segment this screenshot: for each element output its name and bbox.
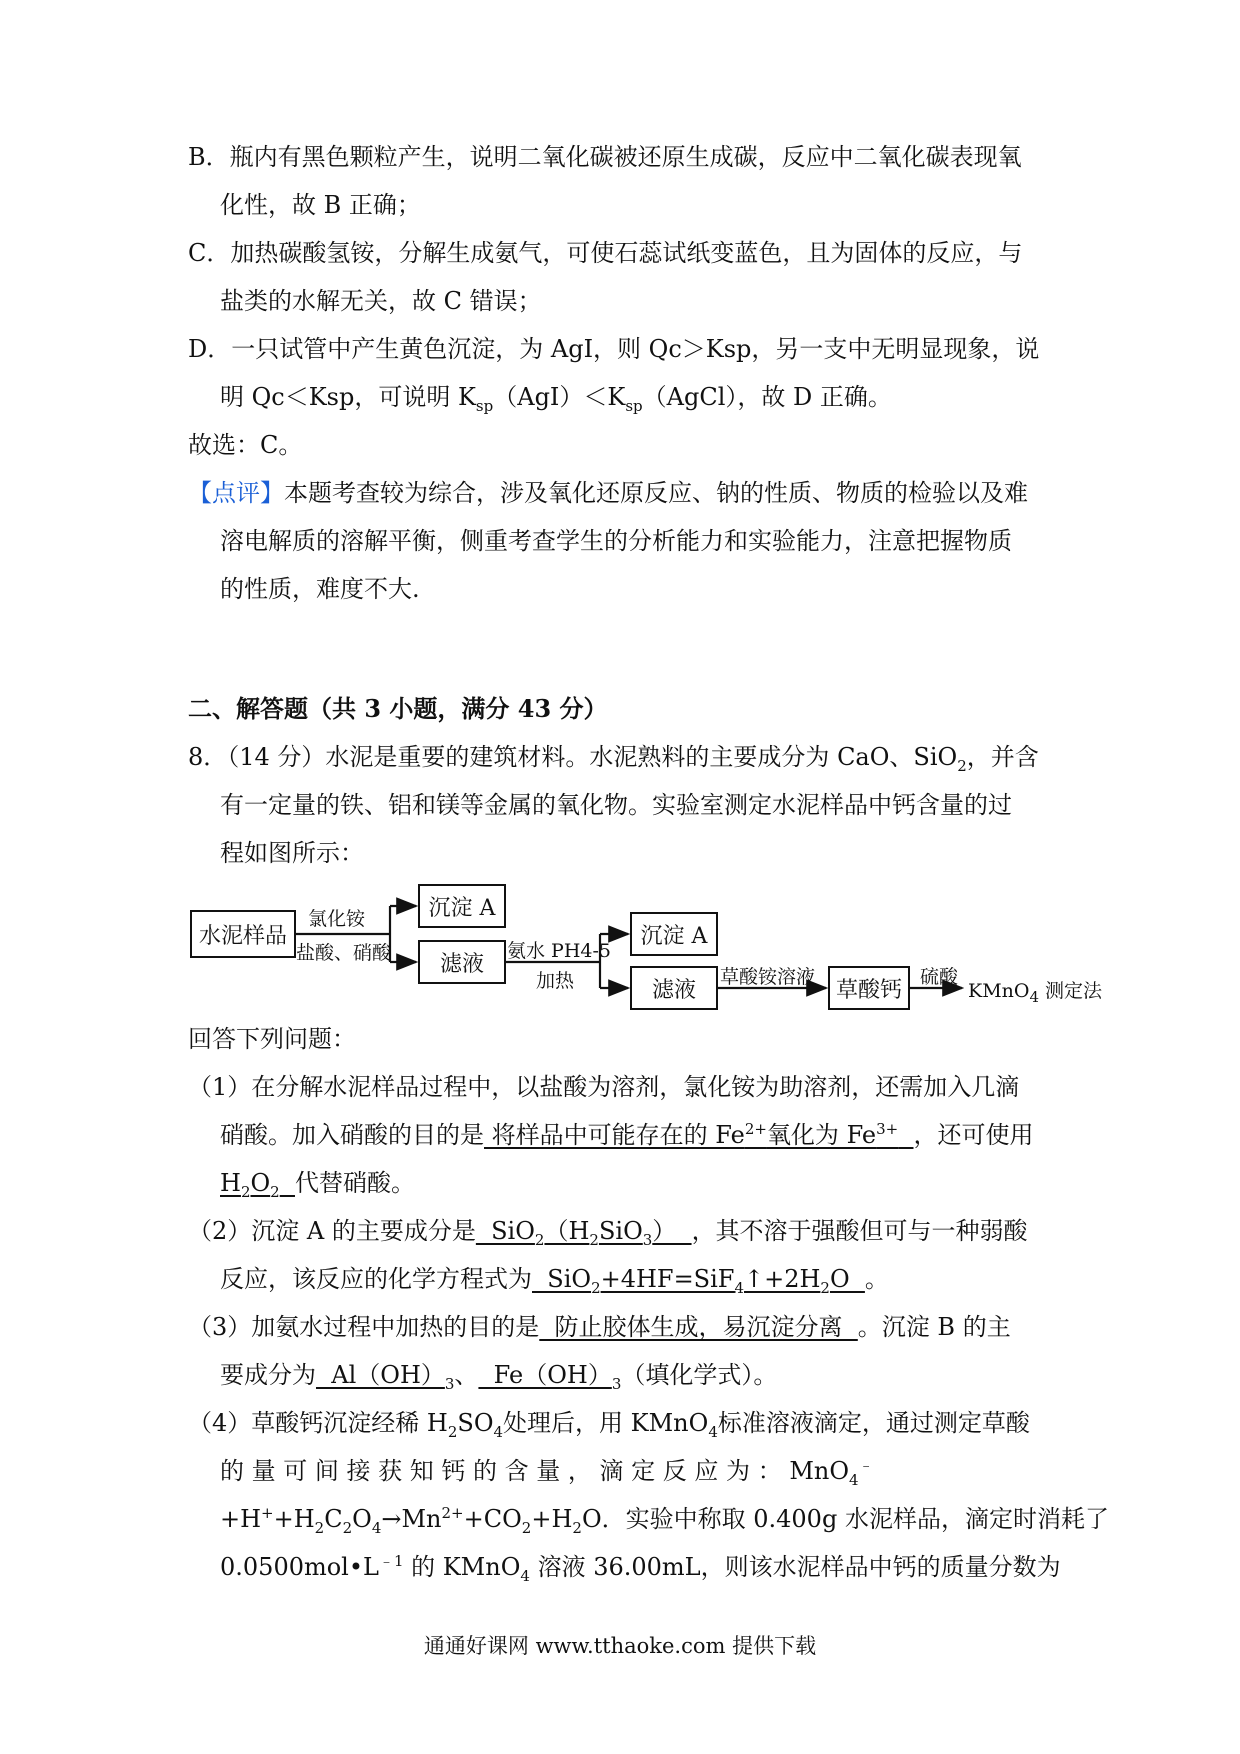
flow-box-precipitate-a2: 沉淀 A — [630, 912, 718, 956]
flow-box-calcium-oxalate: 草酸钙 — [828, 966, 910, 1010]
option-c-line2: 盐类的水解无关，故 C 错误； — [220, 287, 542, 315]
flow-label-oxalate-reagent: 草酸铵溶液 — [720, 966, 816, 988]
option-d-line2: 明 Qc＜Ksp，可说明 $K_{sp}(AgI)<K_{sp}(AgCl)$，故 D 正确。 — [220, 383, 892, 415]
question8-line1: 8．（14 分）水泥是重要的建筑材料。水泥熟料的主要成分为 CaO、SiO$_2$，并含 — [188, 743, 1039, 775]
part1-answer1: 将样品中可能存在的 $Fe^{2+}$氧化为 $Fe^{3+}$ — [484, 1120, 899, 1149]
option-b-line2: 化性，故 B 正确； — [220, 191, 421, 219]
flow-box-sample: 水泥样品 — [190, 910, 296, 958]
part4-line3: $+H^++H_2C_2O_4\to Mn^{2+}+CO_2+H_2O$．实验中称取 0.400g 水泥样品，滴定时消耗了 — [220, 1504, 1109, 1537]
part1-answer2: $H_2O_2$ — [220, 1169, 280, 1201]
flow-box-filtrate2: 滤液 — [630, 966, 718, 1010]
flow-box-filtrate1: 滤液 — [418, 940, 506, 984]
footer-source: 通通好课网 www.tthaoke.com 提供下载 — [423, 1634, 817, 1658]
part2-line2: 反应，该反应的化学方程式为 $SiO_2+4HF=SiF_4↑+2H_2O$ 。 — [220, 1265, 889, 1297]
flow-label-ammonia: 氨水 PH4-5 — [507, 940, 611, 962]
part4-line2: 的 量 可 间 接 获 知 钙 的 含 量 ， 滴 定 反 应 为 ： MnO$_4$﹣ — [220, 1456, 874, 1489]
comment-line2: 溶电解质的溶解平衡，侧重考查学生的分析能力和实验能力，注意把握物质 — [220, 527, 1012, 555]
comment-line3: 的性质，难度不大. — [220, 575, 420, 603]
answer-line: 故选：C。 — [188, 431, 303, 459]
flow-box-precipitate-a1: 沉淀 A — [418, 884, 506, 928]
part1-line2: 硝酸。加入硝酸的目的是 将样品中可能存在的 $Fe^{2+}$氧化为 $Fe^{3+}$ ，还可使用 — [220, 1120, 1034, 1149]
part4-line4: $0.0500mol•L^{﹣1}$ 的 KMnO$_4$ 溶液 36.00mL，则该水泥样品中钙的质量分数为 — [220, 1552, 1061, 1585]
part2-line1: （2）沉淀 A 的主要成分是 $SiO_2(H_2SiO_3)$ ，其不溶于强酸但可与一种弱酸 — [188, 1217, 1028, 1249]
question8-line2: 有一定量的铁、铝和镁等金属的氧化物。实验室测定水泥样品中钙含量的过 — [220, 791, 1012, 819]
option-b-line1: B．瓶内有黑色颗粒产生，说明二氧化碳被还原生成碳，反应中二氧化碳表现氧 — [188, 143, 1022, 171]
flow-label-heating: 加热 — [536, 970, 575, 992]
part2-answer1: $SiO_2(H_2SiO_3)$ — [475, 1217, 692, 1249]
part3-answer2: $Al(OH)_3$ — [316, 1361, 455, 1393]
flow-label-sulfuric: 硫酸 — [920, 966, 959, 988]
answer-prompt: 回答下列问题： — [188, 1025, 356, 1053]
part2-answer2: $SiO_2+4HF=SiF_4↑+2H_2O$ — [532, 1265, 865, 1297]
question8-line3: 程如图所示： — [220, 839, 364, 867]
option-c-line1: C．加热碳酸氢铵，分解生成氨气，可使石蕊试纸变蓝色，且为固体的反应，与 — [188, 239, 1023, 267]
flow-label-reagent-bottom: 盐酸、硝酸 — [296, 942, 392, 964]
option-d-line1: D．一只试管中产生黄色沉淀，为 AgI，则 Qc＞Ksp，另一支中无明显现象，说 — [188, 335, 1040, 363]
part1-line3: $H_2O_2$ 代替硝酸。 — [220, 1169, 415, 1201]
part3-line2: 要成分为 $Al(OH)_3$、 $Fe(OH)_3$（填化学式）。 — [220, 1361, 778, 1393]
section-heading: 二、解答题（共 3 小题，满分 43 分） — [188, 694, 608, 723]
part3-answer1: 防止胶体生成，易沉淀分离 — [539, 1313, 858, 1341]
comment-tag: 【点评】 — [188, 479, 284, 507]
flow-label-reagent-top: 氯化铵 — [308, 908, 366, 930]
part3-answer3: $Fe(OH)_3$ — [478, 1361, 622, 1393]
part4-line1: （4）草酸钙沉淀经稀 $H_2SO_4$处理后，用 KMnO$_4$标准溶液滴定，通过测定草酸 — [188, 1409, 1030, 1441]
comment-line1: 【点评】本题考查较为综合，涉及氧化还原反应、钠的性质、物质的检验以及难 — [188, 479, 1028, 507]
part1-line1: （1）在分解水泥样品过程中，以盐酸为溶剂，氯化铵为助溶剂，还需加入几滴 — [188, 1073, 1020, 1101]
flow-label-kmno4-method: KMnO$_4$ 测定法 — [968, 980, 1103, 1006]
part3-line1: （3）加氨水过程中加热的目的是 防止胶体生成，易沉淀分离 。沉淀 B 的主 — [188, 1313, 1011, 1341]
